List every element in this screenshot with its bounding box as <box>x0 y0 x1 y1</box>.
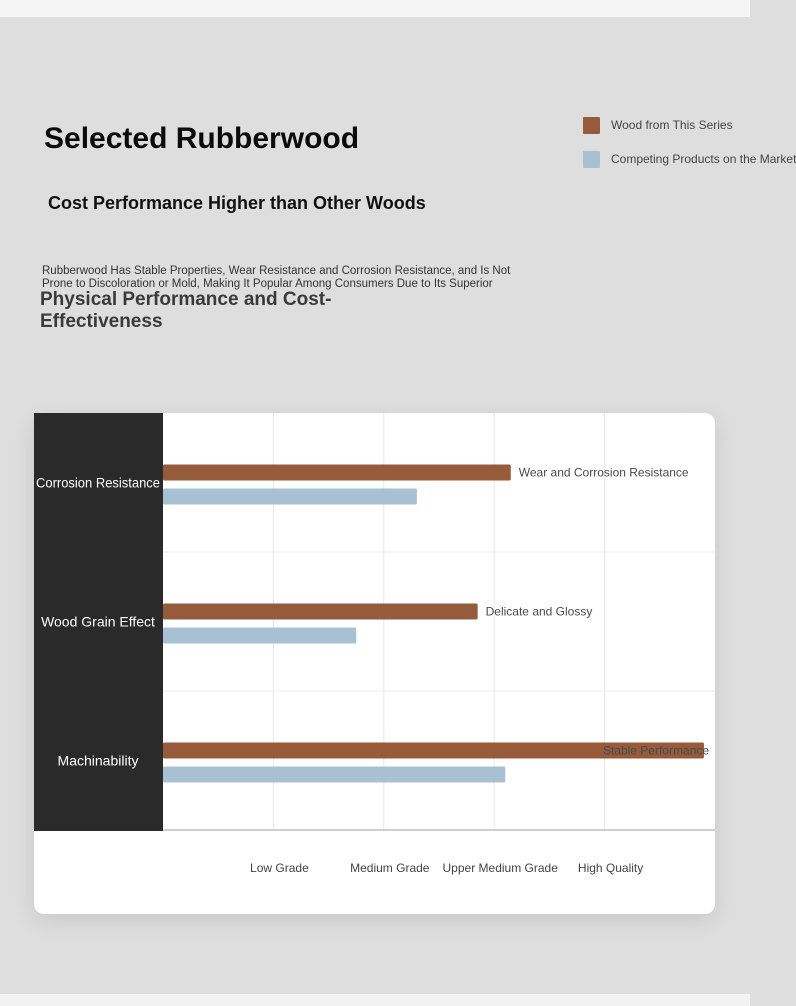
page-subtitle: Cost Performance Higher than Other Woods <box>48 193 426 213</box>
chart-legend <box>583 116 796 184</box>
x-tick-label-4: High Quality <box>577 861 644 875</box>
bar-competing-3 <box>163 767 505 783</box>
bar-this-series-2 <box>163 604 478 620</box>
bar-competing-1 <box>163 489 417 505</box>
x-tick-label-1: Low Grade <box>250 861 309 875</box>
bar-competing-2 <box>163 628 356 644</box>
section-heading: Physical Performance and Cost-Effectiveness <box>40 289 332 332</box>
category-label-3: Machinability <box>57 752 139 769</box>
description-text: Rubberwood Has Stable Properties, Wear Resistance and Corrosion Resistance, and Is Not Prone to Discoloration or Mold, Making It Popular Among Consumers Due to Its Superior <box>42 265 511 290</box>
top-strip <box>0 0 750 17</box>
bar-this-series-1 <box>163 465 511 481</box>
legend-item-this-series <box>583 116 750 134</box>
category-label-2: Wood Grain Effect <box>41 613 155 630</box>
annotation-label-1: Wear and Corrosion Resistance <box>518 465 689 480</box>
legend-swatch-this-series <box>583 117 600 134</box>
legend-label-this-series: Wood from This Series <box>611 118 733 132</box>
page-title: Selected Rubberwood <box>44 122 360 155</box>
bottom-strip <box>0 994 750 1006</box>
x-tick-label-2: Medium Grade <box>350 861 430 875</box>
category-label-1: Corrosion Resistance <box>36 474 161 491</box>
legend-item-competing <box>583 150 796 168</box>
bar-chart <box>34 413 715 914</box>
legend-label-competing: Competing Products on the Market <box>611 152 796 166</box>
chart-card <box>34 413 715 914</box>
annotation-label-3: Stable Performance <box>602 743 709 758</box>
x-tick-label-3: Upper Medium Grade <box>442 861 558 875</box>
legend-swatch-competing <box>583 151 600 168</box>
annotation-label-2: Delicate and Glossy <box>485 604 593 619</box>
